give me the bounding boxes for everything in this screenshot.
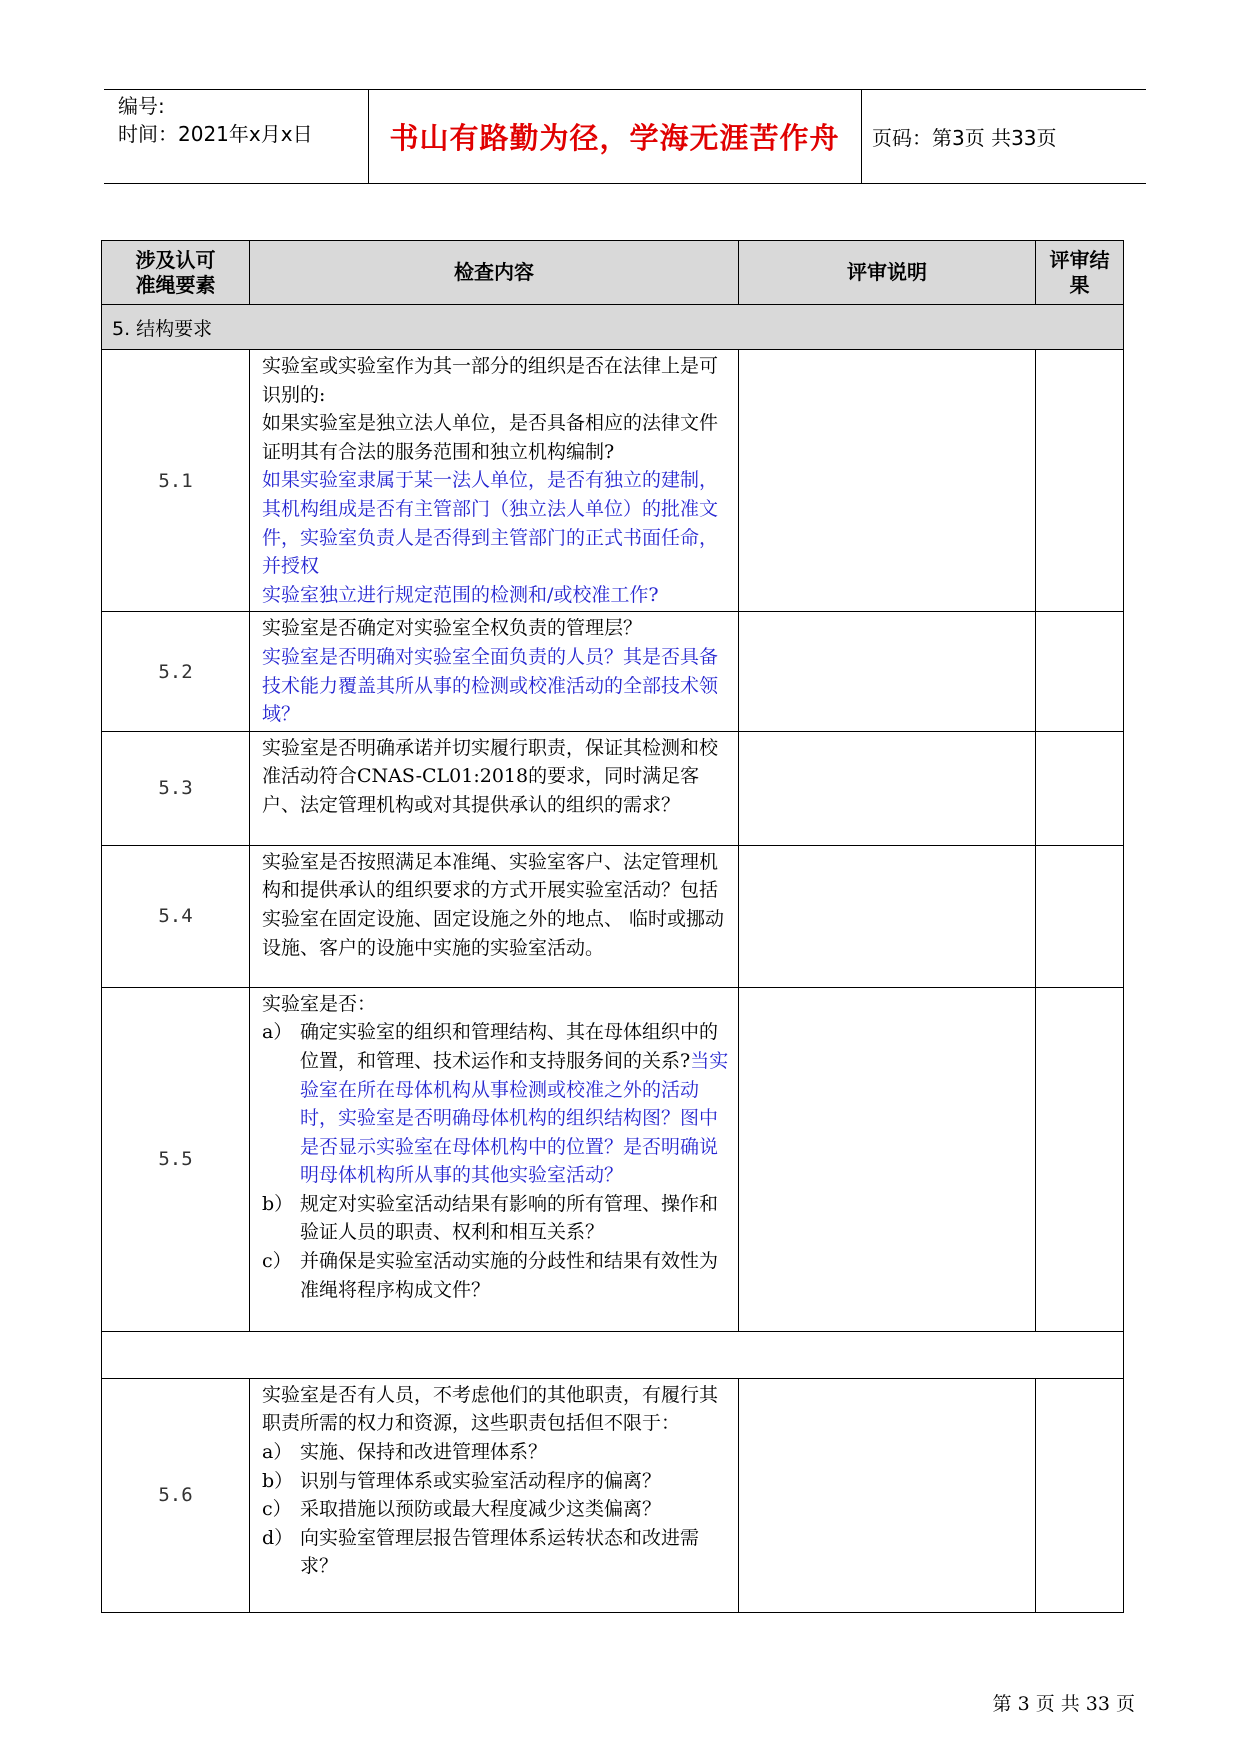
section-row <box>102 305 1124 350</box>
number-label: 编号: <box>118 94 165 118</box>
list-text <box>300 1018 732 1190</box>
list-item <box>262 1247 732 1304</box>
list-item <box>262 1018 732 1190</box>
list-item <box>262 1524 732 1581</box>
table-row <box>102 845 1124 987</box>
review-note-cell[interactable] <box>739 350 1036 612</box>
element-number: 5.4 <box>102 845 250 987</box>
check-content <box>250 1378 739 1612</box>
list-marker: a） <box>262 1440 293 1463</box>
review-note-cell[interactable] <box>739 731 1036 845</box>
list-text-part: 规定对实验室活动结果有影响的所有管理、操作和验证人员的职责、权利和相互关系？ <box>300 1192 719 1244</box>
check-content <box>250 845 739 987</box>
review-note-cell[interactable] <box>739 612 1036 731</box>
review-note-cell[interactable] <box>739 845 1036 987</box>
list-text <box>300 1190 732 1247</box>
list-item <box>262 1438 732 1467</box>
table-row <box>102 612 1124 731</box>
check-content <box>250 350 739 612</box>
list-marker: c） <box>262 1250 292 1273</box>
list-marker: c） <box>262 1498 292 1521</box>
element-number: 5.6 <box>102 1378 250 1612</box>
list-item <box>262 1190 732 1247</box>
blank-row <box>102 1331 1124 1378</box>
list-marker: b） <box>262 1469 294 1492</box>
page-footer: 第 3 页 共 33 页 <box>992 1693 1135 1715</box>
table-row <box>102 731 1124 845</box>
list-text-part: 并确保是实验室活动实施的分歧性和结果有效性为准绳将程序构成文件？ <box>300 1250 719 1301</box>
list-marker: b） <box>262 1192 294 1215</box>
list-text <box>300 1467 732 1496</box>
list-item <box>262 1495 732 1524</box>
content-line: 实验室是否按照满足本准绳、实验室客户、法定管理机构和提供承认的组织要求的方式开展实验室活动？包括实验室在固定设施、固定设施之外的地点、 临时或挪动设施、客户的设施中实施的实验室活动。 <box>262 850 725 959</box>
content-line: 实验室或实验室作为其一部分的组织是否在法律上是可识别的: <box>262 355 719 406</box>
content-line: 实验室是否确定对实验室全权负责的管理层？ <box>262 617 643 640</box>
column-header-review-result: 评审结果 <box>1036 241 1124 305</box>
blank-cell <box>102 1331 1124 1378</box>
list-item <box>262 1467 732 1496</box>
review-result-cell[interactable] <box>1036 1378 1124 1612</box>
review-result-cell[interactable] <box>1036 987 1124 1331</box>
header-divider <box>861 90 862 183</box>
element-number: 5.2 <box>102 612 250 731</box>
list-marker: d） <box>262 1526 294 1549</box>
section-title: 5. 结构要求 <box>102 305 1124 350</box>
content-line: 实验室独立进行规定范围的检测和/或校准工作? <box>262 583 659 606</box>
header-motto: 书山有路勤为径，学海无涯苦作舟 <box>389 121 840 155</box>
review-result-cell[interactable] <box>1036 350 1124 612</box>
list-text-part: 实施、保持和改进管理体系？ <box>300 1440 548 1463</box>
header-page-info: 页码：第3页 共33页 <box>872 126 1057 150</box>
list-text-part: 确定实验室的组织和管理结构、其在母体组织中的位置，和管理、技术运作和支持服务间的关系? <box>300 1021 719 1072</box>
content-line: 如果实验室是独立法人单位，是否具备相应的法律文件证明其有合法的服务范围和独立机构编制? <box>262 412 719 463</box>
element-number: 5.5 <box>102 987 250 1331</box>
checklist-table <box>101 240 1124 1613</box>
column-header-review-note: 评审说明 <box>739 241 1036 305</box>
table-header-row <box>102 241 1124 305</box>
list-text <box>300 1438 732 1467</box>
element-number: 5.3 <box>102 731 250 845</box>
element-number: 5.1 <box>102 350 250 612</box>
review-result-cell[interactable] <box>1036 845 1124 987</box>
list-text-part: 识别与管理体系或实验室活动程序的偏离？ <box>300 1469 662 1492</box>
check-content <box>250 731 739 845</box>
table-row <box>102 987 1124 1331</box>
content-line: 实验室是否明确对实验室全面负责的人员？其是否具备技术能力覆盖其所从事的检测或校准活动的全部技术领域？ <box>262 645 719 726</box>
content-intro: 实验室是否： <box>262 992 377 1015</box>
check-content <box>250 612 739 731</box>
review-note-cell[interactable] <box>739 1378 1036 1612</box>
column-header-content: 检查内容 <box>250 241 739 305</box>
list-marker: a） <box>262 1021 293 1044</box>
list-text-part: 采取措施以预防或最大程度减少这类偏离？ <box>300 1498 662 1521</box>
check-content <box>250 987 739 1331</box>
list-text <box>300 1524 732 1581</box>
table-row <box>102 350 1124 612</box>
list-text <box>300 1247 732 1304</box>
list-text-part: 当实验室在所在母体机构从事检测或校准之外的活动时，实验室是否明确母体机构的组织结构图？图中是否显示实验室在母体机构中的位置？是否明确说明母体机构所从事的其他实验室活动？ <box>300 1049 729 1187</box>
content-intro: 实验室是否有人员，不考虑他们的其他职责，有履行其职责所需的权力和资源，这些职责包括但不限于： <box>262 1383 719 1435</box>
list-text <box>300 1495 732 1524</box>
list-text-part: 向实验室管理层报告管理体系运转状态和改进需求？ <box>300 1526 700 1578</box>
review-result-cell[interactable] <box>1036 731 1124 845</box>
time-line: 时间：2021年x月x日 <box>118 122 313 146</box>
review-result-cell[interactable] <box>1036 612 1124 731</box>
header-left <box>118 92 313 148</box>
review-note-cell[interactable] <box>739 987 1036 1331</box>
column-header-element: 涉及认可准绳要素 <box>102 241 250 305</box>
table-row <box>102 1378 1124 1612</box>
content-line: 实验室是否明确承诺并切实履行职责，保证其检测和校准活动符合CNAS-CL01:2018的要求，同时满足客户、法定管理机构或对其提供承认的组织的需求？ <box>262 736 719 816</box>
content-line: 如果实验室隶属于某一法人单位，是否有独立的建制，其机构组成是否有主管部门（独立法人单位）的批准文件，实验室负责人是否得到主管部门的正式书面任命，并授权 <box>262 469 719 578</box>
page-header <box>104 89 1146 184</box>
